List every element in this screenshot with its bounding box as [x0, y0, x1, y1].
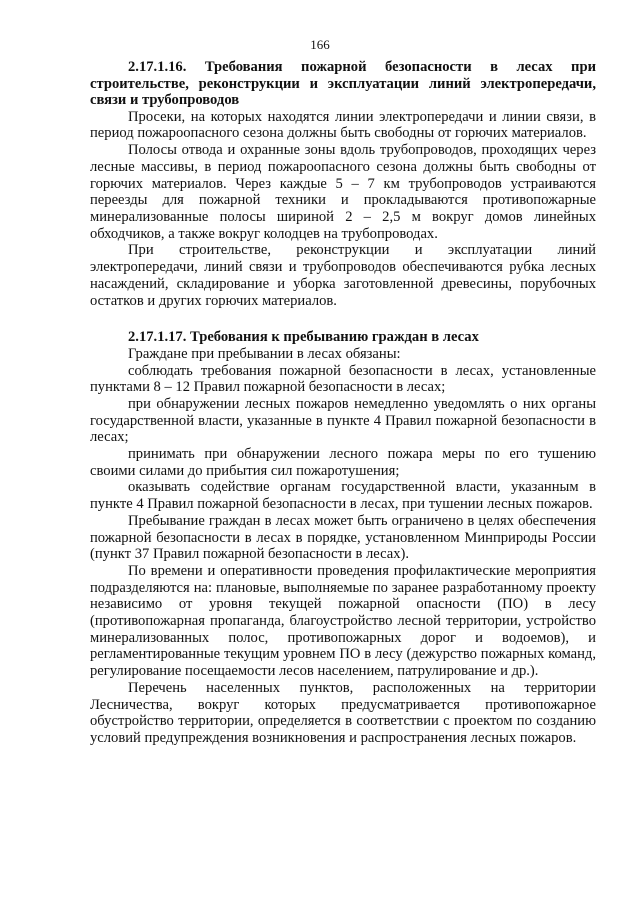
paragraph: оказывать содействие органам государственной власти, указанным в пункте 4 Правил пожарной безопасности в лесах, при тушении лесных пожаров.	[90, 479, 596, 513]
paragraph: При строительстве, реконструкции и эксплуатации линий электропередачи, линий связи и трубопроводов обеспечиваются рубка лесных насаждений, складирование и уборка заготовленной древесины, порубочных остатков и других горючих материалов.	[90, 242, 596, 309]
paragraph: принимать при обнаружении лесного пожара меры по его тушению своими силами до прибытия сил пожаротушения;	[90, 446, 596, 479]
paragraph: Просеки, на которых находятся линии электропередачи и линии связи, в период пожароопасного сезона должны быть свободны от горючих материалов.	[90, 108, 596, 142]
section-heading: 2.17.1.17. Требования к пребыванию граждан в лесах	[128, 329, 479, 346]
paragraph: соблюдать требования пожарной безопасности в лесах, установленные пунктами 8 – 12 Правил пожарной безопасности в лесах;	[90, 362, 596, 396]
paragraph: По времени и оперативности проведения профилактические мероприятия подразделяются на: плановые, выполняемые по заранее разработанному проекту независимо от уровня текущей пожарной опасности (ПО) в лесу (противопожарная пропаганда, благоустройство лесной территории, устройство минерализованных полос, противопожарных дорог и водоемов), и регламентированные текущим уровнем ПО в лесу (дежурство пожарных команд, регулирование посещаемости лесов населением, патрулирование и др.).	[90, 562, 596, 680]
paragraph: Пребывание граждан в лесах может быть ограничено в целях обеспечения пожарной безопасности в лесах в порядке, установленном Минприроды России (пункт 37 Правил пожарной безопасности в лесах).	[90, 512, 596, 563]
paragraph: Перечень населенных пунктов, расположенных на территории Лесничества, вокруг которых предусматривается противопожарное обустройство территории, определяется в соответствии с проектом по созданию условий предупреждения возникновения и распространения лесных пожаров.	[90, 679, 596, 746]
section-spacer	[90, 309, 596, 329]
section-heading: 2.17.1.16. Требования пожарной безопасности в лесах при строительстве, реконструкции и эксплуатации линий электропередачи, связи и трубопроводов	[90, 59, 596, 109]
page-number: 166	[310, 37, 330, 52]
paragraph: Полосы отвода и охранные зоны вдоль трубопроводов, проходящих через лесные массивы, в период пожароопасного сезона должны быть свободны от горючих материалов. Через каждые 5 – 7 км трубопроводов устраиваются переезды для пожарной техники и прокладываются противопожарные минерализованные полосы шириной 2 – 2,5 м вокруг домов линейных обходчиков, а также вокруг колодцев на трубопроводах.	[90, 142, 596, 242]
paragraph: при обнаружении лесных пожаров немедленно уведомлять о них органы государственной власти, указанные в пункте 4 Правил пожарной безопасности в лесах;	[90, 395, 596, 446]
page-content	[90, 59, 596, 747]
paragraph: Граждане при пребывании в лесах обязаны:	[128, 345, 401, 362]
